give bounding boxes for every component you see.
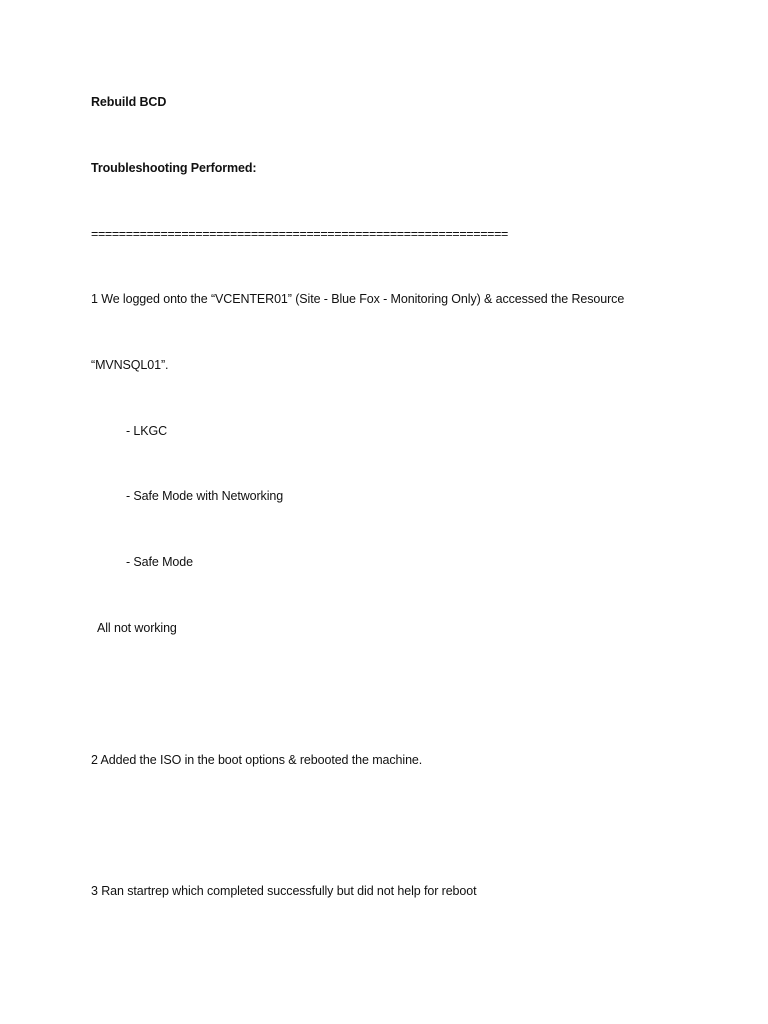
bullet-safe-mode-networking: - Safe Mode with Networking xyxy=(126,489,284,503)
step-1-resource: “MVNSQL01”. xyxy=(91,358,169,372)
step-2-text: 2 Added the ISO in the boot options & rebooted the machine. xyxy=(91,753,423,767)
bullet-lkgc: - LKGC xyxy=(126,424,168,438)
document-title: Rebuild BCD xyxy=(91,95,167,109)
section-heading: Troubleshooting Performed: xyxy=(91,161,257,175)
result-text: All not working xyxy=(97,621,177,635)
step-3-text: 3 Ran startrep which completed successfully but did not help for reboot xyxy=(91,884,477,898)
step-1-text: 1 We logged onto the “VCENTER01” (Site - Blue Fox - Monitoring Only) & accessed the Resource xyxy=(91,292,625,306)
separator-line: ============================================================ xyxy=(91,227,508,241)
bullet-safe-mode: - Safe Mode xyxy=(126,555,193,569)
